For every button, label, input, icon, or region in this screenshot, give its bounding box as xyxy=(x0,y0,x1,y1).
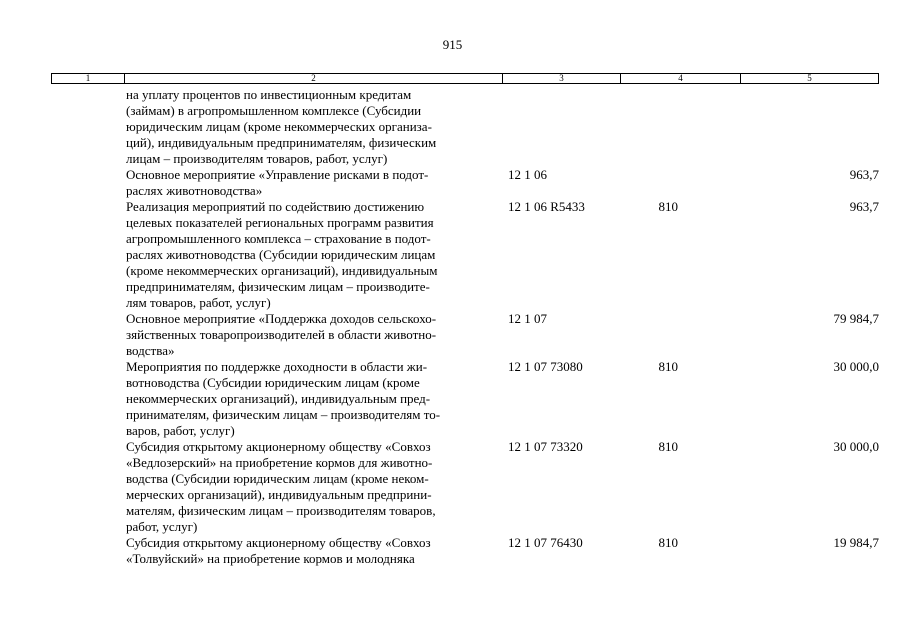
description-line: (займам) в агропромышленном комплексе (Субсидии xyxy=(126,103,422,118)
description-line: мерческих организаций), индивидуальным предприни- xyxy=(126,487,432,502)
table-row xyxy=(51,167,879,199)
description-line: Основное мероприятие «Поддержка доходов сельскохо- xyxy=(126,311,437,326)
description-line: юридическим лицам (кроме некоммерческих организа- xyxy=(126,119,432,134)
cell-description xyxy=(126,535,508,567)
description-line: Реализация мероприятий по содействию достижению xyxy=(126,199,425,214)
description-line: ций), индивидуальным предпринимателям, физическим xyxy=(126,135,437,150)
table-row xyxy=(51,359,879,439)
cell-amount: 30 000,0 xyxy=(833,439,879,454)
description-line: варов, работ, услуг) xyxy=(126,423,235,438)
cell-description xyxy=(126,199,508,311)
description-line: (кроме некоммерческих организаций), индивидуальным xyxy=(126,263,438,278)
cell-code: 12 1 06 xyxy=(508,167,547,182)
column-header-2: 2 xyxy=(124,74,502,83)
description-line: целевых показателей региональных программ развития xyxy=(126,215,434,230)
cell-amount: 30 000,0 xyxy=(833,359,879,374)
description-line: агропромышленного комплекса – страхование в подот- xyxy=(126,231,431,246)
description-line: предпринимателям, физическим лицам – производите- xyxy=(126,279,430,294)
cell-code: 12 1 07 73320 xyxy=(508,439,583,454)
table-row xyxy=(51,535,879,567)
table-header xyxy=(51,73,879,84)
description-line: мателям, физическим лицам – производителям товаров, xyxy=(126,503,436,518)
page-number: 915 xyxy=(442,37,463,52)
cell-amount: 19 984,7 xyxy=(833,535,879,550)
cell-description xyxy=(126,87,508,167)
description-line: на уплату процентов по инвестиционным кредитам xyxy=(126,87,412,102)
table-row xyxy=(51,311,879,359)
description-line: работ, услуг) xyxy=(126,519,198,534)
description-line: «Ведлозерский» на приобретение кормов для животно- xyxy=(126,455,433,470)
description-line: принимателям, физическим лицам – производителям то- xyxy=(126,407,441,422)
column-header-5: 5 xyxy=(740,74,878,83)
cell-amount: 963,7 xyxy=(849,199,879,214)
table-row xyxy=(51,87,879,167)
cell-code: 12 1 06 R5433 xyxy=(508,199,585,214)
cell-code: 12 1 07 xyxy=(508,311,547,326)
description-line: лицам – производителям товаров, работ, услуг) xyxy=(126,151,388,166)
description-line: «Толвуйский» на приобретение кормов и молодняка xyxy=(126,551,415,566)
cell-amount: 963,7 xyxy=(849,167,879,182)
description-line: раслях животноводства (Субсидии юридическим лицам xyxy=(126,247,436,262)
table-body xyxy=(51,87,879,567)
column-header-1: 1 xyxy=(85,73,91,83)
cell-description xyxy=(126,167,508,199)
description-line: Мероприятия по поддержке доходности в области жи- xyxy=(126,359,428,374)
cell-code: 12 1 07 76430 xyxy=(508,535,583,550)
cell-type: 810 xyxy=(658,199,678,214)
description-line: вотноводства (Субсидии юридическим лицам (кроме xyxy=(126,375,420,390)
cell-type: 810 xyxy=(658,535,678,550)
cell-type: 810 xyxy=(658,439,678,454)
description-line: Субсидия открытому акционерному обществу «Совхоз xyxy=(126,439,431,454)
description-line: Субсидия открытому акционерному обществу «Совхоз xyxy=(126,535,431,550)
description-line: водства» xyxy=(126,343,175,358)
cell-description xyxy=(126,359,508,439)
cell-description xyxy=(126,439,508,535)
description-line: Основное мероприятие «Управление рисками в подот- xyxy=(126,167,429,182)
description-line: водства (Субсидии юридическим лицам (кроме неком- xyxy=(126,471,429,486)
description-line: некоммерческих организаций), индивидуальным пред- xyxy=(126,391,431,406)
description-line: лям товаров, работ, услуг) xyxy=(126,295,271,310)
column-header-4: 4 xyxy=(620,74,740,83)
cell-type: 810 xyxy=(658,359,678,374)
table-row xyxy=(51,439,879,535)
table-row xyxy=(51,199,879,311)
cell-code: 12 1 07 73080 xyxy=(508,359,583,374)
cell-description xyxy=(126,311,508,359)
cell-amount: 79 984,7 xyxy=(833,311,879,326)
description-line: зяйственных товаропроизводителей в области животно- xyxy=(126,327,437,342)
description-line: раслях животноводства» xyxy=(126,183,263,198)
column-header-3: 3 xyxy=(502,74,620,83)
